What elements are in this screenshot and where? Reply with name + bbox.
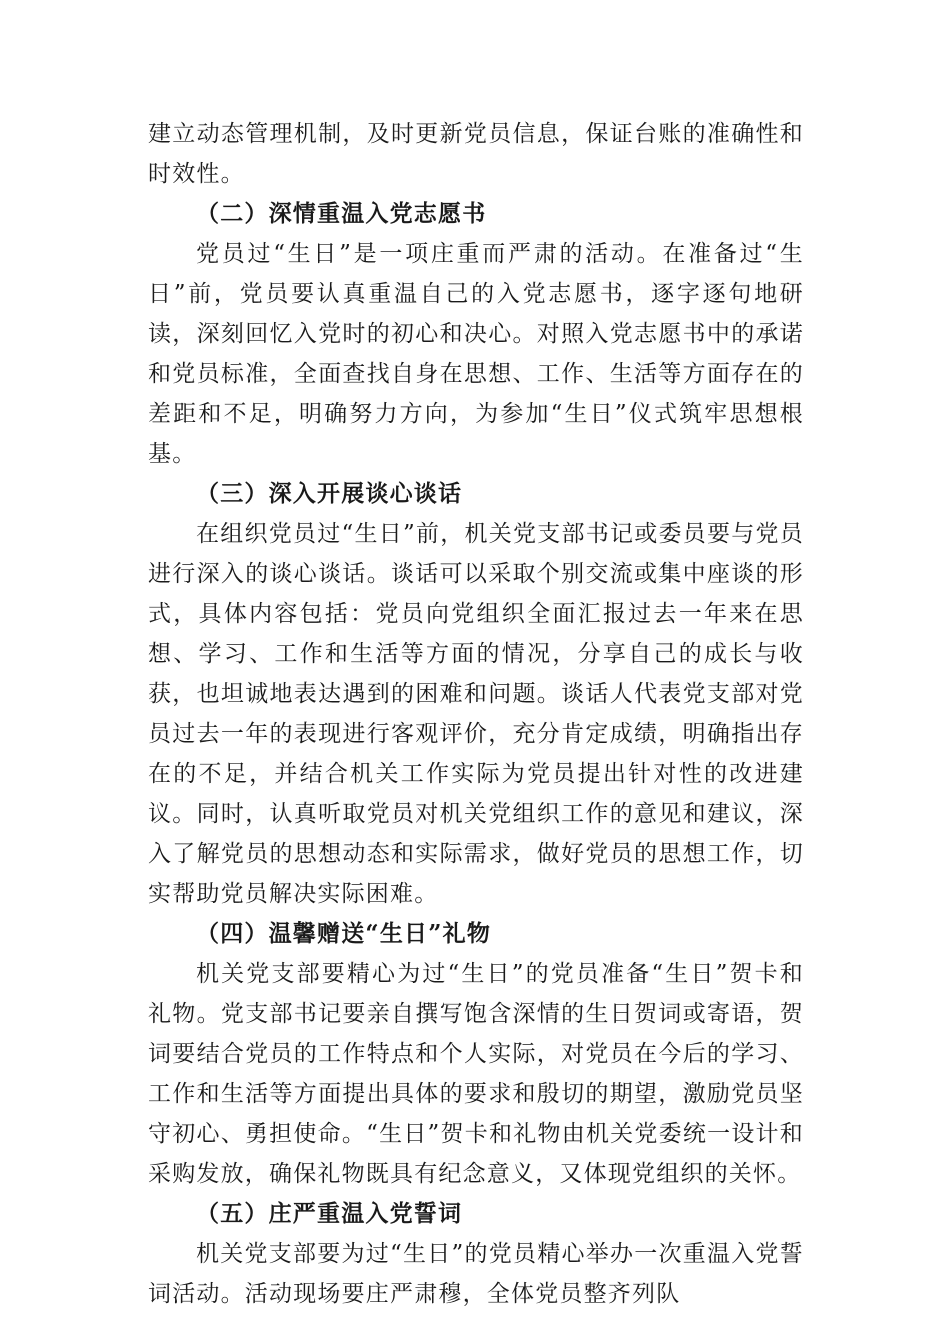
paragraph-birthday-gift: 机关党支部要精心为过“生日”的党员准备“生日”贺卡和礼物。党支部书记要亲自撰写饱含深情的生日贺词或寄语，贺词要结合党员的工作特点和个人实际，对党员在今后的学习、工作和生活等方面提出具体的要求和殷切的期望，激励党员坚守初心、勇担使命。“生日”贺卡和礼物由机关党委统一设计和采购发放，确保礼物既具有纪念意义，又体现党组织的关怀。	[148, 961, 804, 1187]
paragraph-oath-review: 机关党支部要为过“生日”的党员精心举办一次重温入党誓词活动。活动现场要庄严肃穆，全体党员整齐列队	[148, 1241, 804, 1307]
section-heading-3: （三）深入开展谈心谈话	[196, 480, 463, 507]
document-page	[148, 114, 804, 1314]
paragraph-continuation: 建立动态管理机制，及时更新党员信息，保证台账的准确性和时效性。	[148, 121, 804, 187]
section-heading-2: （二）深情重温入党志愿书	[196, 200, 487, 227]
paragraph-heart-to-heart-talk: 在组织党员过“生日”前，机关党支部书记或委员要与党员进行深入的谈心谈话。谈话可以采取个别交流或集中座谈的形式，具体内容包括：党员向党组织全面汇报过去一年来在思想、学习、工作和生活等方面的情况，分享自己的成长与收获，也坦诚地表达遇到的困难和问题。谈话人代表党支部对党员过去一年的表现进行客观评价，充分肯定成绩，明确指出存在的不足，并结合机关工作实际为党员提出针对性的改进建议。同时，认真听取党员对机关党组织工作的意见和建议，深入了解党员的思想动态和实际需求，做好党员的思想工作，切实帮助党员解决实际困难。	[148, 521, 804, 907]
paragraph-review-application: 党员过“生日”是一项庄重而严肃的活动。在准备过“生日”前，党员要认真重温自己的入党志愿书，逐字逐句地研读，深刻回忆入党时的初心和决心。对照入党志愿书中的承诺和党员标准，全面查找自身在思想、工作、生活等方面存在的差距和不足，明确努力方向，为参加“生日”仪式筑牢思想根基。	[148, 241, 804, 467]
section-heading-5: （五）庄严重温入党誓词	[196, 1200, 463, 1227]
section-heading-4: （四）温馨赠送“生日”礼物	[196, 920, 492, 947]
